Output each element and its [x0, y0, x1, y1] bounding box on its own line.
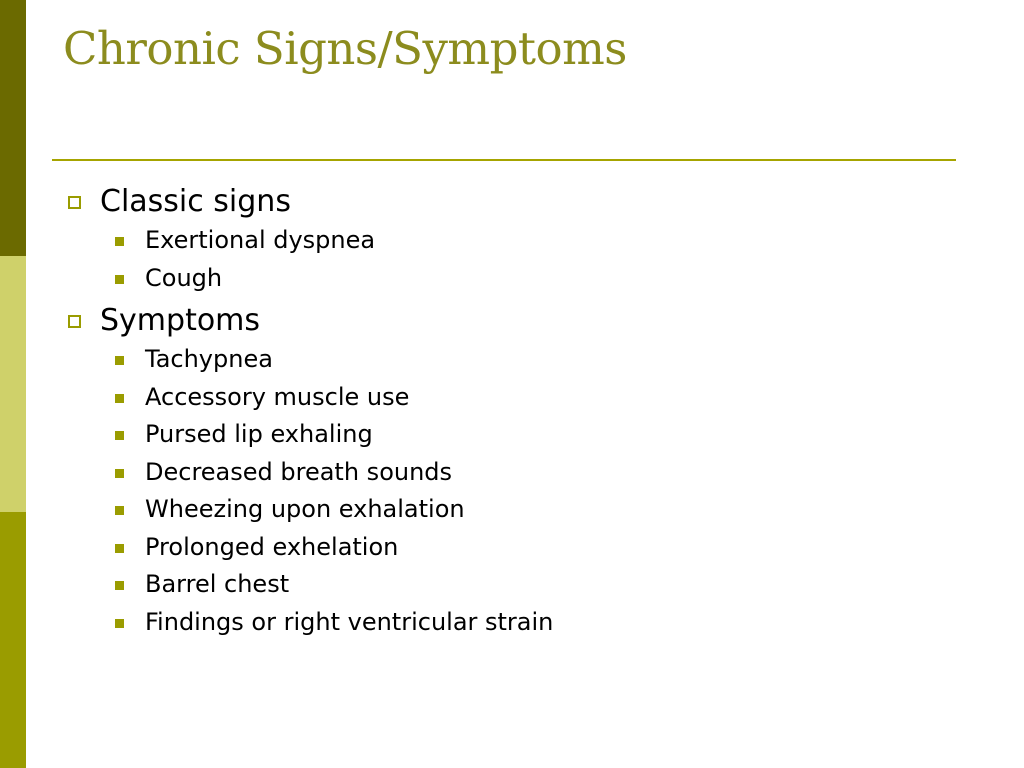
list-item	[62, 604, 962, 642]
list-item-label: Exertional dyspnea	[145, 226, 376, 254]
list-item	[62, 260, 962, 298]
list-item	[62, 454, 962, 492]
square-bullet-icon	[115, 544, 124, 553]
square-bullet-icon	[115, 581, 124, 590]
square-bullet-icon	[115, 394, 124, 403]
section-heading	[62, 182, 962, 222]
list-item-label: Prolonged exhelation	[145, 532, 399, 561]
list-item-label: Tachypnea	[145, 345, 273, 373]
list-item	[62, 222, 962, 260]
list-item	[62, 529, 962, 567]
bullet-content	[62, 182, 962, 641]
hollow-square-bullet-icon	[68, 315, 81, 328]
square-bullet-icon	[115, 431, 124, 440]
square-bullet-icon	[115, 469, 124, 478]
list-item-label: Cough	[145, 263, 223, 292]
list-item	[62, 379, 962, 417]
list-item	[62, 341, 962, 379]
list-item-label: Accessory muscle use	[145, 382, 410, 411]
square-bullet-icon	[115, 356, 124, 365]
slide-title: Chronic Signs/Symptoms	[63, 22, 627, 75]
side-bar-bottom	[0, 512, 26, 768]
list-item-label: Findings or right ventricular strain	[145, 607, 554, 636]
list-item-label: Decreased breath sounds	[145, 457, 453, 486]
section-heading-label: Symptoms	[100, 303, 261, 338]
square-bullet-icon	[115, 619, 124, 628]
square-bullet-icon	[115, 275, 124, 284]
side-bar-middle	[0, 256, 26, 512]
title-divider	[52, 159, 956, 161]
list-item	[62, 491, 962, 529]
list-item	[62, 416, 962, 454]
list-item-label: Wheezing upon exhalation	[145, 495, 465, 523]
hollow-square-bullet-icon	[68, 196, 81, 209]
side-bar-top	[0, 0, 26, 256]
list-item	[62, 566, 962, 604]
section-heading-label: Classic signs	[100, 184, 291, 219]
section-heading	[62, 301, 962, 341]
square-bullet-icon	[115, 506, 124, 515]
list-item-label: Barrel chest	[145, 570, 290, 598]
list-item-label: Pursed lip exhaling	[145, 420, 373, 448]
square-bullet-icon	[115, 237, 124, 246]
